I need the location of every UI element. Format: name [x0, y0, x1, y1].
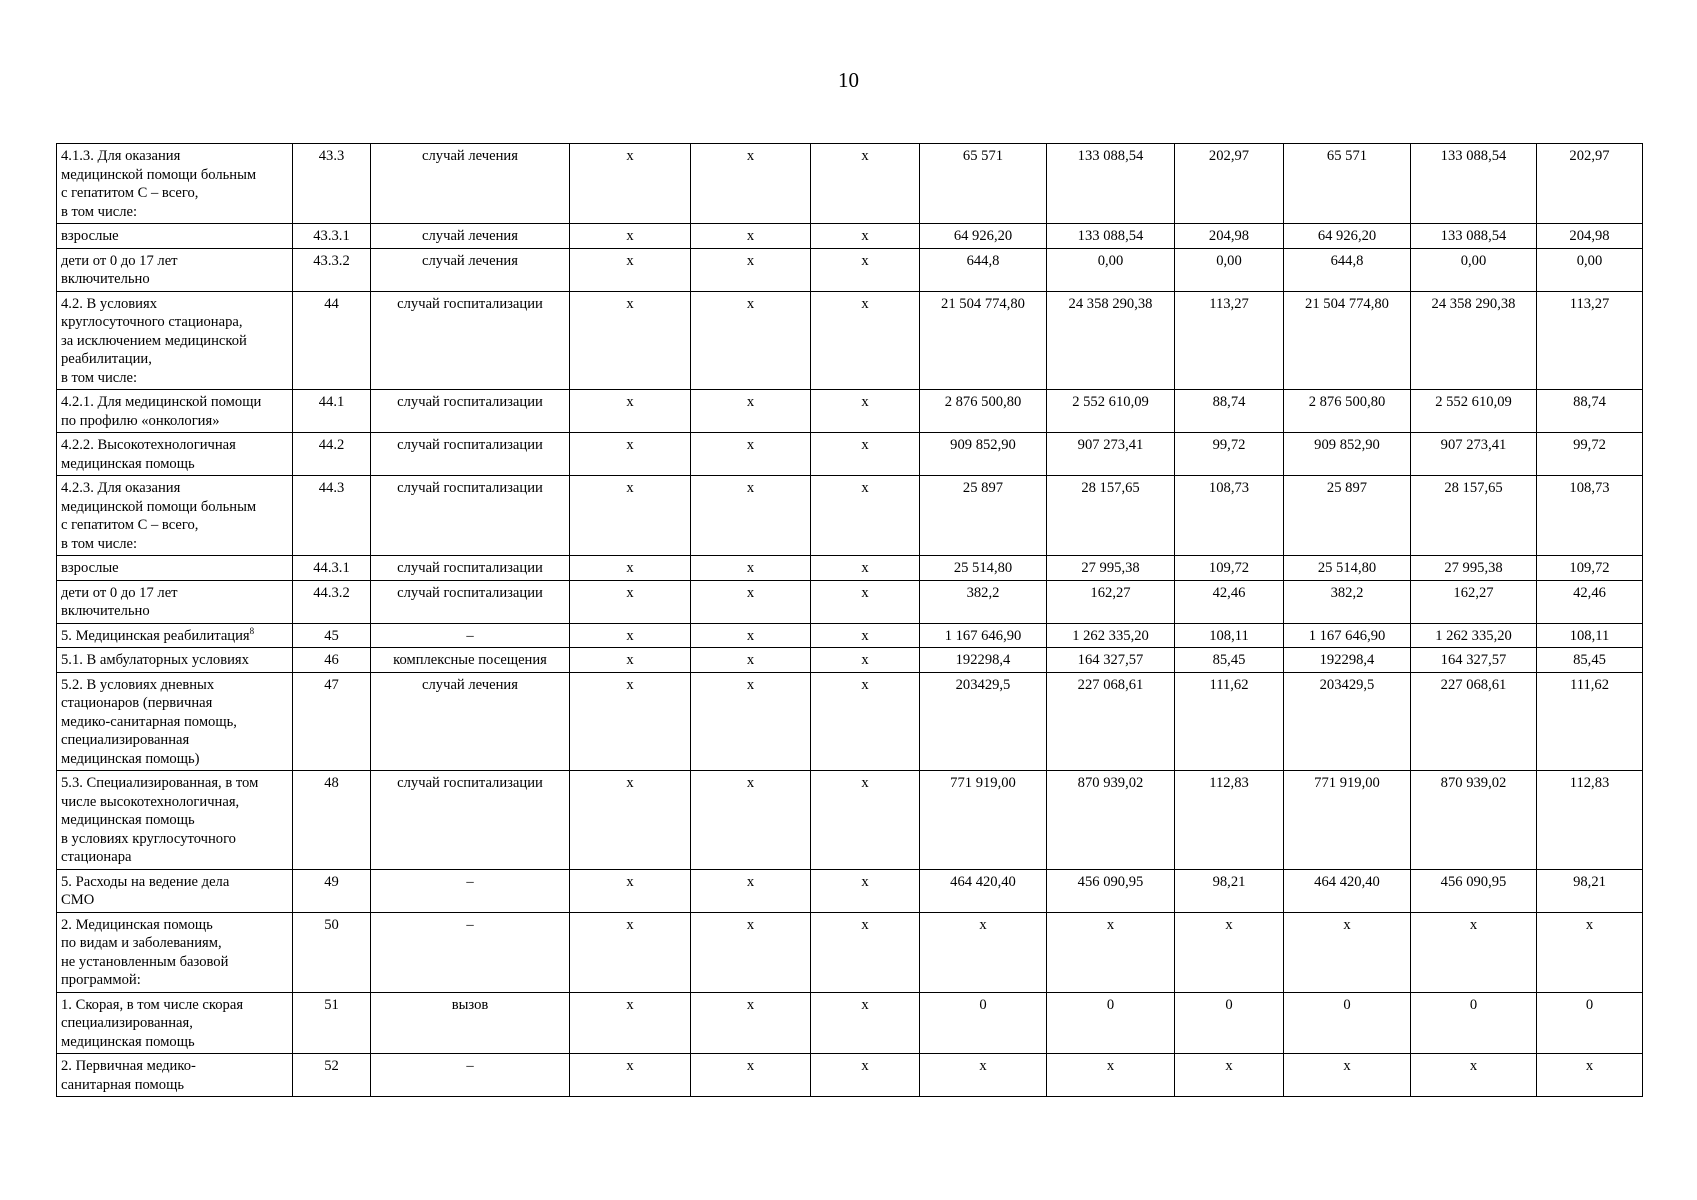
value-cell: 464 420,40: [1284, 869, 1411, 912]
value-cell: 98,21: [1175, 869, 1284, 912]
table-row: [57, 771, 1643, 870]
row-unit: случай лечения: [371, 144, 570, 224]
value-cell: 464 420,40: [920, 869, 1047, 912]
value-cell: х: [811, 580, 920, 623]
table-row: [57, 869, 1643, 912]
footnote-mark: 8: [249, 625, 255, 636]
value-cell: х: [1047, 1054, 1175, 1097]
table-row: [57, 556, 1643, 581]
value-cell: х: [691, 992, 811, 1054]
value-cell: 202,97: [1175, 144, 1284, 224]
value-cell: х: [1537, 1054, 1643, 1097]
value-cell: 870 939,02: [1047, 771, 1175, 870]
row-name: [57, 476, 293, 556]
value-cell: х: [811, 476, 920, 556]
value-cell: 203429,5: [1284, 672, 1411, 771]
table-row: [57, 672, 1643, 771]
value-cell: х: [570, 992, 691, 1054]
row-name-text: взрослые: [61, 560, 119, 576]
row-unit: случай лечения: [371, 224, 570, 249]
row-code: 44.2: [293, 433, 371, 476]
row-name: [57, 869, 293, 912]
value-cell: 1 262 335,20: [1411, 623, 1537, 648]
value-cell: 456 090,95: [1047, 869, 1175, 912]
value-cell: х: [811, 390, 920, 433]
value-cell: х: [570, 224, 691, 249]
row-name-text: 4.2. В условиях круглосуточного стационара, за исключением медицинской реабилитации, в том числе:: [61, 295, 247, 386]
value-cell: 907 273,41: [1411, 433, 1537, 476]
table-row: [57, 476, 1643, 556]
value-cell: 27 995,38: [1411, 556, 1537, 581]
row-name: [57, 291, 293, 390]
value-cell: 25 514,80: [920, 556, 1047, 581]
value-cell: 162,27: [1411, 580, 1537, 623]
value-cell: 162,27: [1047, 580, 1175, 623]
value-cell: 164 327,57: [1047, 648, 1175, 673]
value-cell: 111,62: [1175, 672, 1284, 771]
row-code: 49: [293, 869, 371, 912]
value-cell: 111,62: [1537, 672, 1643, 771]
value-cell: х: [691, 476, 811, 556]
row-unit: случай лечения: [371, 672, 570, 771]
value-cell: 133 088,54: [1411, 224, 1537, 249]
row-name: [57, 390, 293, 433]
value-cell: 113,27: [1175, 291, 1284, 390]
value-cell: х: [691, 390, 811, 433]
value-cell: 0: [1175, 992, 1284, 1054]
value-cell: х: [811, 869, 920, 912]
value-cell: х: [811, 992, 920, 1054]
value-cell: х: [811, 248, 920, 291]
value-cell: х: [811, 648, 920, 673]
row-name-text: 2. Первичная медико- санитарная помощь: [61, 1058, 196, 1093]
value-cell: х: [691, 869, 811, 912]
row-code: 43.3.1: [293, 224, 371, 249]
row-name-text: 5. Расходы на ведение дела СМО: [61, 873, 230, 908]
value-cell: 108,11: [1537, 623, 1643, 648]
row-name: [57, 992, 293, 1054]
row-unit: случай госпитализации: [371, 291, 570, 390]
row-name: [57, 433, 293, 476]
value-cell: 21 504 774,80: [920, 291, 1047, 390]
row-unit: случай госпитализации: [371, 476, 570, 556]
value-cell: 64 926,20: [920, 224, 1047, 249]
value-cell: х: [691, 248, 811, 291]
value-cell: х: [570, 433, 691, 476]
row-unit: –: [371, 869, 570, 912]
table-row: [57, 144, 1643, 224]
row-code: 44: [293, 291, 371, 390]
table-row: [57, 623, 1643, 648]
value-cell: х: [811, 556, 920, 581]
value-cell: 108,73: [1537, 476, 1643, 556]
value-cell: 0: [1047, 992, 1175, 1054]
row-unit: случай лечения: [371, 248, 570, 291]
row-name-text: 5.3. Специализированная, в том числе высокотехнологичная, медицинская помощь в условиях круглосуточного стационара: [61, 775, 259, 865]
value-cell: х: [920, 1054, 1047, 1097]
value-cell: х: [691, 144, 811, 224]
row-name: [57, 580, 293, 623]
value-cell: 85,45: [1175, 648, 1284, 673]
row-name: [57, 224, 293, 249]
row-name: [57, 672, 293, 771]
data-table: [56, 143, 1643, 1097]
value-cell: 24 358 290,38: [1411, 291, 1537, 390]
row-unit: случай госпитализации: [371, 433, 570, 476]
value-cell: 27 995,38: [1047, 556, 1175, 581]
row-unit: случай госпитализации: [371, 390, 570, 433]
value-cell: х: [811, 771, 920, 870]
value-cell: 28 157,65: [1047, 476, 1175, 556]
value-cell: 1 167 646,90: [1284, 623, 1411, 648]
table-row: [57, 992, 1643, 1054]
value-cell: х: [570, 672, 691, 771]
value-cell: 85,45: [1537, 648, 1643, 673]
value-cell: х: [1284, 1054, 1411, 1097]
row-name: [57, 248, 293, 291]
row-code: 44.3.1: [293, 556, 371, 581]
value-cell: 2 876 500,80: [920, 390, 1047, 433]
value-cell: х: [1411, 912, 1537, 992]
row-code: 47: [293, 672, 371, 771]
value-cell: 109,72: [1175, 556, 1284, 581]
row-name: [57, 771, 293, 870]
row-code: 44.3: [293, 476, 371, 556]
value-cell: 909 852,90: [920, 433, 1047, 476]
row-code: 43.3: [293, 144, 371, 224]
row-name-text: 5.2. В условиях дневных стационаров (первичная медико-санитарная помощь, специализированная медицинская помощь): [61, 676, 237, 767]
value-cell: 771 919,00: [920, 771, 1047, 870]
value-cell: 0: [1411, 992, 1537, 1054]
value-cell: 99,72: [1537, 433, 1643, 476]
row-name: [57, 648, 293, 673]
value-cell: х: [811, 1054, 920, 1097]
table-row: [57, 1054, 1643, 1097]
table-row: [57, 912, 1643, 992]
value-cell: 108,11: [1175, 623, 1284, 648]
page-number: 10: [838, 68, 859, 92]
table-body: [57, 144, 1643, 1097]
value-cell: 0: [920, 992, 1047, 1054]
row-code: 51: [293, 992, 371, 1054]
row-name: [57, 623, 293, 648]
value-cell: х: [570, 771, 691, 870]
value-cell: х: [570, 869, 691, 912]
row-unit: случай госпитализации: [371, 556, 570, 581]
value-cell: х: [691, 623, 811, 648]
value-cell: 382,2: [920, 580, 1047, 623]
value-cell: 1 167 646,90: [920, 623, 1047, 648]
value-cell: х: [691, 224, 811, 249]
value-cell: 2 552 610,09: [1411, 390, 1537, 433]
row-code: 44.1: [293, 390, 371, 433]
value-cell: х: [570, 476, 691, 556]
value-cell: х: [811, 433, 920, 476]
row-name: [57, 556, 293, 581]
value-cell: х: [570, 291, 691, 390]
value-cell: 28 157,65: [1411, 476, 1537, 556]
table-row: [57, 433, 1643, 476]
row-name-text: 4.2.3. Для оказания медицинской помощи больным с гепатитом С – всего, в том числе:: [61, 480, 257, 552]
row-unit: –: [371, 912, 570, 992]
value-cell: х: [691, 1054, 811, 1097]
value-cell: 64 926,20: [1284, 224, 1411, 249]
value-cell: 133 088,54: [1047, 144, 1175, 224]
row-name-text: дети от 0 до 17 лет включительно: [61, 252, 178, 287]
value-cell: 0: [1284, 992, 1411, 1054]
table-row: [57, 580, 1643, 623]
value-cell: 204,98: [1175, 224, 1284, 249]
value-cell: х: [811, 224, 920, 249]
value-cell: 88,74: [1175, 390, 1284, 433]
value-cell: 21 504 774,80: [1284, 291, 1411, 390]
value-cell: 164 327,57: [1411, 648, 1537, 673]
value-cell: 99,72: [1175, 433, 1284, 476]
value-cell: х: [811, 144, 920, 224]
value-cell: х: [691, 672, 811, 771]
value-cell: х: [1284, 912, 1411, 992]
value-cell: х: [570, 623, 691, 648]
value-cell: 907 273,41: [1047, 433, 1175, 476]
row-code: 50: [293, 912, 371, 992]
row-unit: комплексные посещения: [371, 648, 570, 673]
value-cell: х: [570, 248, 691, 291]
value-cell: 0,00: [1047, 248, 1175, 291]
value-cell: х: [1175, 912, 1284, 992]
value-cell: 42,46: [1537, 580, 1643, 623]
value-cell: 202,97: [1537, 144, 1643, 224]
value-cell: 133 088,54: [1047, 224, 1175, 249]
value-cell: 113,27: [1537, 291, 1643, 390]
value-cell: 25 897: [1284, 476, 1411, 556]
value-cell: 0: [1537, 992, 1643, 1054]
row-code: 46: [293, 648, 371, 673]
value-cell: х: [691, 912, 811, 992]
value-cell: 203429,5: [920, 672, 1047, 771]
value-cell: х: [570, 556, 691, 581]
value-cell: 0,00: [1175, 248, 1284, 291]
value-cell: х: [920, 912, 1047, 992]
value-cell: 227 068,61: [1411, 672, 1537, 771]
value-cell: 98,21: [1537, 869, 1643, 912]
value-cell: 88,74: [1537, 390, 1643, 433]
value-cell: х: [691, 556, 811, 581]
value-cell: 0,00: [1537, 248, 1643, 291]
table-row: [57, 648, 1643, 673]
row-name-text: 5. Медицинская реабилитация: [61, 627, 250, 644]
value-cell: 382,2: [1284, 580, 1411, 623]
value-cell: 0,00: [1411, 248, 1537, 291]
value-cell: 42,46: [1175, 580, 1284, 623]
value-cell: 2 552 610,09: [1047, 390, 1175, 433]
value-cell: 2 876 500,80: [1284, 390, 1411, 433]
value-cell: 204,98: [1537, 224, 1643, 249]
value-cell: 909 852,90: [1284, 433, 1411, 476]
value-cell: 112,83: [1175, 771, 1284, 870]
value-cell: 1 262 335,20: [1047, 623, 1175, 648]
table-row: [57, 248, 1643, 291]
row-name-text: 2. Медицинская помощь по видам и заболеваниям, не установленным базовой программой:: [61, 916, 229, 988]
value-cell: 109,72: [1537, 556, 1643, 581]
value-cell: х: [691, 771, 811, 870]
value-cell: 108,73: [1175, 476, 1284, 556]
value-cell: 25 514,80: [1284, 556, 1411, 581]
row-code: 43.3.2: [293, 248, 371, 291]
row-code: 48: [293, 771, 371, 870]
value-cell: х: [811, 291, 920, 390]
row-unit: –: [371, 1054, 570, 1097]
row-name: [57, 144, 293, 224]
value-cell: х: [570, 580, 691, 623]
value-cell: 192298,4: [1284, 648, 1411, 673]
value-cell: 456 090,95: [1411, 869, 1537, 912]
row-name-text: 4.1.3. Для оказания медицинской помощи больным с гепатитом С – всего, в том числе:: [61, 148, 257, 220]
value-cell: 227 068,61: [1047, 672, 1175, 771]
value-cell: 25 897: [920, 476, 1047, 556]
value-cell: х: [811, 912, 920, 992]
value-cell: 644,8: [920, 248, 1047, 291]
value-cell: х: [570, 144, 691, 224]
row-name-text: дети от 0 до 17 лет включительно: [61, 584, 178, 619]
value-cell: х: [570, 912, 691, 992]
value-cell: х: [1175, 1054, 1284, 1097]
row-code: 45: [293, 623, 371, 648]
value-cell: х: [811, 623, 920, 648]
row-unit: случай госпитализации: [371, 580, 570, 623]
value-cell: х: [570, 1054, 691, 1097]
value-cell: х: [570, 648, 691, 673]
row-unit: –: [371, 623, 570, 648]
value-cell: х: [1047, 912, 1175, 992]
value-cell: х: [811, 672, 920, 771]
value-cell: 65 571: [1284, 144, 1411, 224]
value-cell: х: [691, 648, 811, 673]
row-code: 52: [293, 1054, 371, 1097]
row-name: [57, 1054, 293, 1097]
value-cell: 644,8: [1284, 248, 1411, 291]
value-cell: 771 919,00: [1284, 771, 1411, 870]
value-cell: 870 939,02: [1411, 771, 1537, 870]
value-cell: 65 571: [920, 144, 1047, 224]
row-name-text: 1. Скорая, в том числе скорая специализированная, медицинская помощь: [61, 996, 244, 1050]
value-cell: 133 088,54: [1411, 144, 1537, 224]
row-unit: случай госпитализации: [371, 771, 570, 870]
value-cell: 192298,4: [920, 648, 1047, 673]
table-row: [57, 224, 1643, 249]
value-cell: х: [691, 580, 811, 623]
value-cell: х: [1411, 1054, 1537, 1097]
row-code: 44.3.2: [293, 580, 371, 623]
row-name: [57, 912, 293, 992]
value-cell: 112,83: [1537, 771, 1643, 870]
value-cell: х: [570, 390, 691, 433]
row-name-text: 4.2.1. Для медицинской помощи по профилю «онкология»: [61, 394, 262, 429]
row-name-text: 5.1. В амбулаторных условиях: [61, 652, 249, 668]
value-cell: х: [691, 433, 811, 476]
table-row: [57, 390, 1643, 433]
value-cell: х: [691, 291, 811, 390]
row-name-text: 4.2.2. Высокотехнологичная медицинская помощь: [61, 437, 236, 472]
table-row: [57, 291, 1643, 390]
row-unit: вызов: [371, 992, 570, 1054]
value-cell: х: [1537, 912, 1643, 992]
row-name-text: взрослые: [61, 228, 119, 244]
value-cell: 24 358 290,38: [1047, 291, 1175, 390]
